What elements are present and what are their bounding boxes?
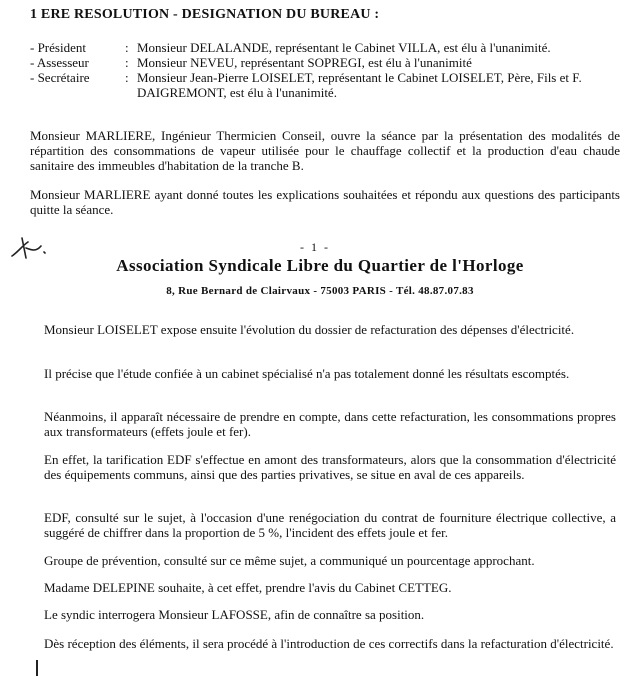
paragraph-syndic-lafosse: Le syndic interrogera Monsieur LAFOSSE, afin de connaître sa position. <box>44 607 425 622</box>
paragraph-groupe-prevention: Groupe de prévention, consulté sur ce même sujet, a communiqué un pourcentage approchant. <box>44 553 535 568</box>
bureau-role: - Assesseur <box>30 55 89 70</box>
bureau-value: Monsieur NEVEU, représentant SOPREGI, est élu à l'unanimité <box>137 55 472 70</box>
paragraph-consommations-transformateurs: Néanmoins, il apparaît nécessaire de prendre en compte, dans cette refacturation, les consommations propres aux transformateurs (effets joule et fer). <box>44 409 616 439</box>
paragraph-tarification-edf: En effet, la tarification EDF s'effectue en amont des transformateurs, alors que la consommation d'électricité des équipements communs, ainsi que des parties privatives, se situe en aval de ces appareils. <box>44 452 616 482</box>
bureau-colon: : <box>125 55 129 70</box>
letterhead-organization-name: Association Syndicale Libre du Quartier de l'Horloge <box>116 256 524 275</box>
paragraph-delepine: Madame DELEPINE souhaite, à cet effet, prendre l'avis du Cabinet CETTEG. <box>44 580 452 595</box>
letterhead-address: 8, Rue Bernard de Clairvaux - 75003 PARIS - Tél. 48.87.07.83 <box>166 285 474 297</box>
bureau-colon: : <box>125 40 129 55</box>
bureau-role: - Secrétaire <box>30 70 90 85</box>
resolution-title: 1 ERE RESOLUTION - DESIGNATION DU BUREAU : <box>30 7 380 22</box>
bureau-colon: : <box>125 70 129 85</box>
paragraph-etude-resultats: Il précise que l'étude confiée à un cabinet spécialisé n'a pas totalement donné les résultats escomptés. <box>44 366 570 381</box>
paragraph-reception-elements: Dès réception des éléments, il sera procédé à l'introduction de ces correctifs dans la refacturation d'électricité. <box>44 636 614 651</box>
paragraph-marliere-departure: Monsieur MARLIERE ayant donné toutes les explications souhaitées et répondu aux questions des participants quitte la séance. <box>30 187 620 217</box>
paragraph-loiselet-expose: Monsieur LOISELET expose ensuite l'évolution du dossier de refacturation des dépenses d'électricité. <box>44 322 575 337</box>
page-number: - 1 - <box>300 240 330 254</box>
paragraph-edf-proportion: EDF, consulté sur le sujet, à l'occasion d'une renégociation du contrat de fourniture électrique collective, a suggéré de chiffrer dans la proportion de 5 %, l'incident des effets joule et fer. <box>44 510 616 540</box>
bureau-value: Monsieur Jean-Pierre LOISELET, représentant le Cabinet LOISELET, Père, Fils et F. DAIGREMONT, est élu à l'unanimité. <box>137 70 582 100</box>
bureau-role: - Président <box>30 40 86 55</box>
margin-mark <box>36 660 38 676</box>
bureau-value: Monsieur DELALANDE, représentant le Cabinet VILLA, est élu à l'unanimité. <box>137 40 551 55</box>
paragraph-marliere-presentation: Monsieur MARLIERE, Ingénieur Thermicien Conseil, ouvre la séance par la présentation des modalités de répartition des consommations de vapeur utilisée pour le chauffage collectif et la production d'eau chaude sanitaire des immeubles d'habitation de la tranche B. <box>30 128 620 173</box>
